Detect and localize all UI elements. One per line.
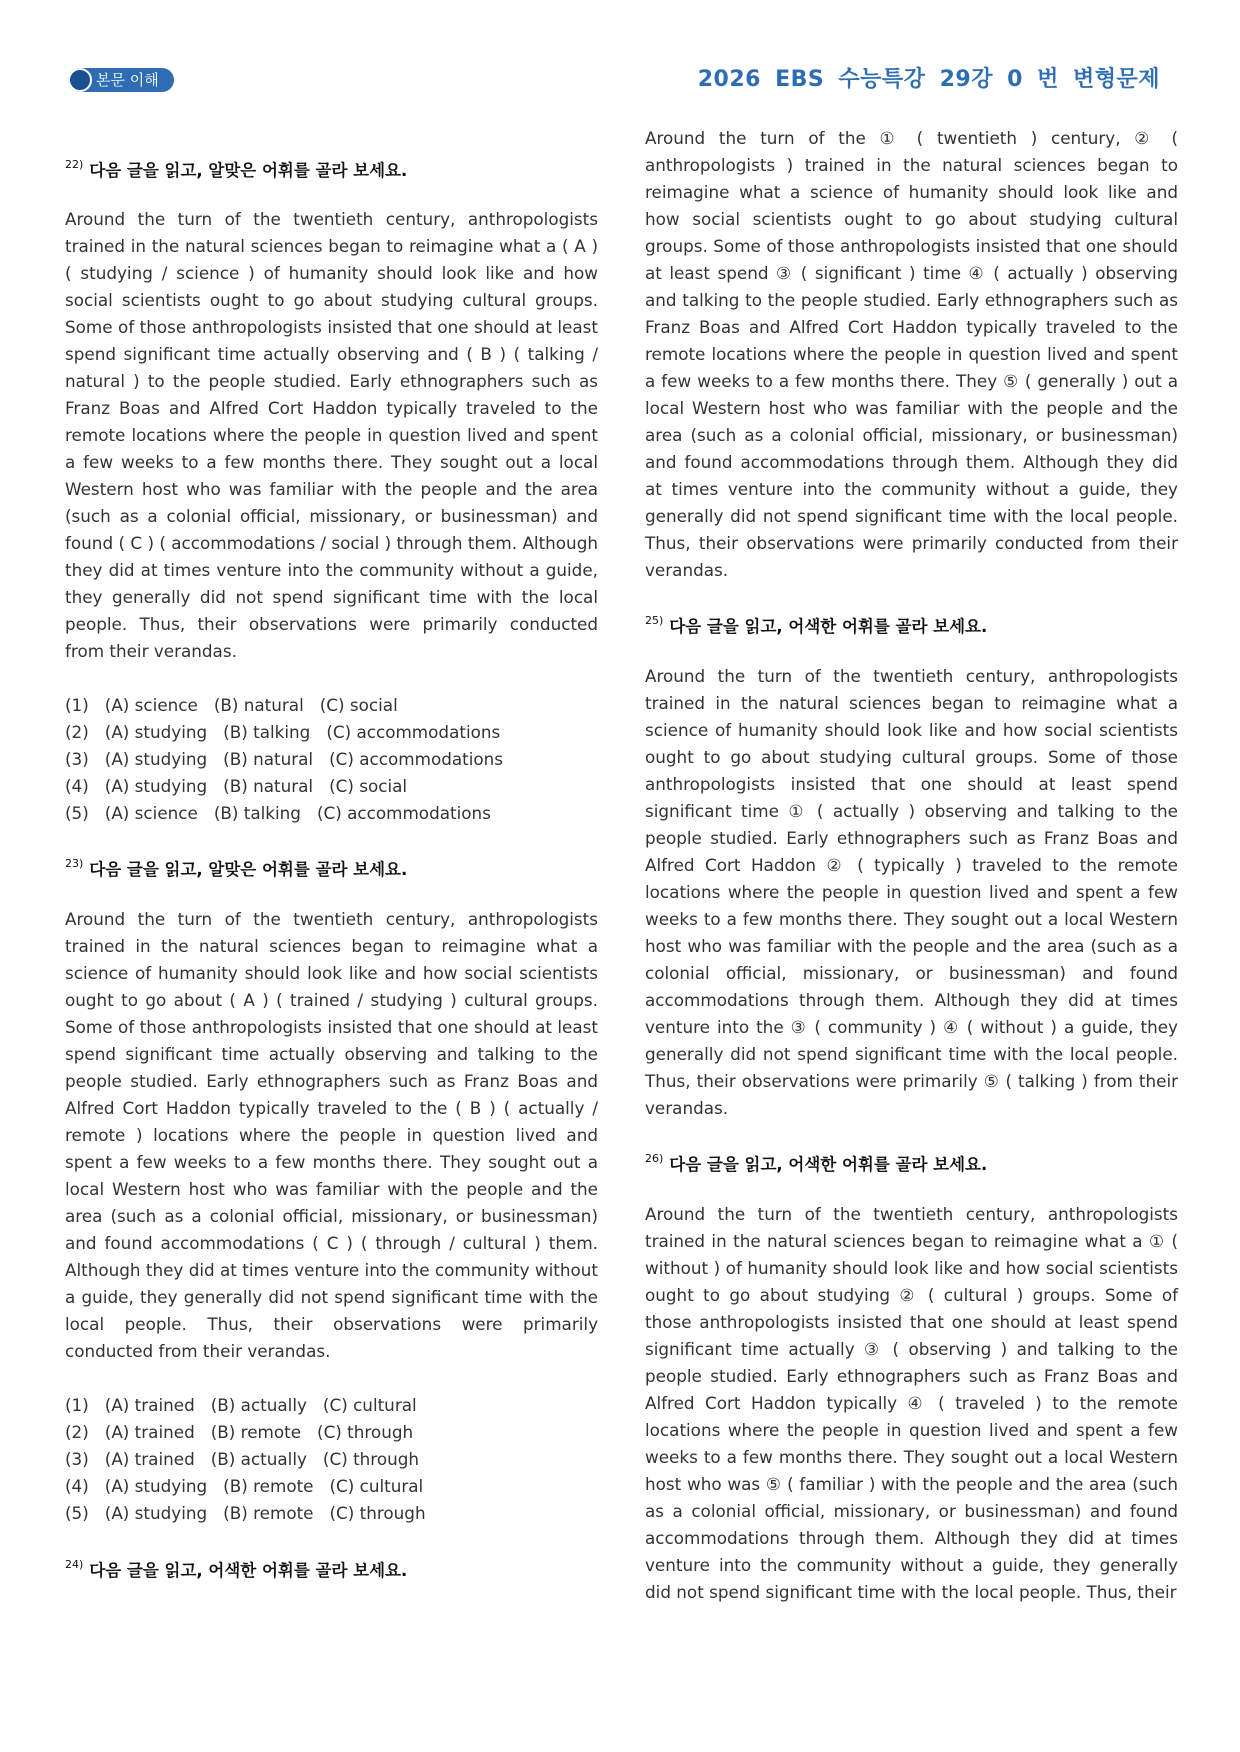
- answer-option[interactable]: (4) (A) studying (B) remote (C) cultural: [65, 1476, 424, 1496]
- question-number: 23): [65, 856, 84, 870]
- question-24-passage: Around the turn of the ① ( twentieth ) century, ② ( anthropologists ) trained in the natural sciences began to reimagine what a science of humanity should look like and how social scientists ought to go about studying cultural groups. Some of those anthropologists insisted that one should at least spend ③ ( significant ) time ④ ( actually ) observing and talking to the people studied. Early ethnographers such as Franz Boas and Alfred Cort Haddon typically traveled to the remote locations where the people in question lived and spent a few weeks to a few months there. They ⑤ ( generally ) out a local Western host who was familiar with the people and the area (such as a colonial official, missionary, or businessman) and found accommodations through them. Although they did at times venture into the community without a guide, they generally did not spend significant time with the local people. Thus, their observations were primarily conducted from their verandas.: [645, 128, 1178, 580]
- question-23-options: [65, 1392, 426, 1527]
- question-26-heading: [645, 1151, 987, 1175]
- answer-option[interactable]: (1) (A) science (B) natural (C) social: [65, 695, 398, 715]
- answer-option[interactable]: (1) (A) trained (B) actually (C) cultural: [65, 1395, 417, 1415]
- answer-option[interactable]: (5) (A) studying (B) remote (C) through: [65, 1503, 426, 1523]
- question-25-passage: Around the turn of the twentieth century, anthropologists trained in the natural sciences began to reimagine what a science of humanity should look like and how social scientists ought to go about studying cultural groups. Some of those anthropologists insisted that one should at least spend significant time ① ( actually ) observing and talking to the people studied. Early ethnographers such as Franz Boas and Alfred Cort Haddon ② ( typically ) traveled to the remote locations where the people in question lived and spent a few weeks to a few months there. They sought out a local Western host who was familiar with the people and the area (such as a colonial official, missionary, or businessman) and found accommodations through them. Although they did at times venture into the ③ ( community ) ④ ( without ) a guide, they generally did not spend significant time with the local people. Thus, their observations were primarily ⑤ ( talking ) from their verandas.: [645, 666, 1178, 1118]
- question-22-options: [65, 692, 503, 827]
- answer-option[interactable]: (5) (A) science (B) talking (C) accommodations: [65, 803, 491, 823]
- question-instruction: 다음 글을 읽고, 어색한 어휘를 골라 보세요.: [89, 1561, 408, 1580]
- question-instruction: 다음 글을 읽고, 어색한 어휘를 골라 보세요.: [669, 1155, 988, 1174]
- question-number: 25): [645, 613, 664, 627]
- question-number: 26): [645, 1151, 664, 1165]
- question-23-passage: Around the turn of the twentieth century, anthropologists trained in the natural sciences began to reimagine what a science of humanity should look like and how social scientists ought to go about ( A ) ( trained / studying ) cultural groups. Some of those anthropologists insisted that one should at least spend significant time actually observing and talking to the people studied. Early ethnographers such as Franz Boas and Alfred Cort Haddon typically traveled to the ( B ) ( actually / remote ) locations where the people in question lived and spent a few weeks to a few months there. They sought out a local Western host who was familiar with the people and the area (such as a colonial official, missionary, or businessman) and found accommodations ( C ) ( through / cultural ) them. Although they did at times venture into the community without a guide, they generally did not spend significant time with the local people. Thus, their observations were primarily conducted from their verandas.: [65, 909, 598, 1361]
- question-22-passage: Around the turn of the twentieth century, anthropologists trained in the natural sciences began to reimagine what a ( A ) ( studying / science ) of humanity should look like and how social scientists ought to go about studying cultural groups. Some of those anthropologists insisted that one should at least spend significant time actually observing and ( B ) ( talking / natural ) to the people studied. Early ethnographers such as Franz Boas and Alfred Cort Haddon typically traveled to the remote locations where the people in question lived and spent a few weeks to a few months there. They sought out a local Western host who was familiar with the people and the area (such as a colonial official, missionary, or businessman) and found ( C ) ( accommodations / social ) through them. Although they did at times venture into the community without a guide, they generally did not spend significant time with the local people. Thus, their observations were primarily conducted from their verandas.: [65, 209, 598, 661]
- answer-option[interactable]: (4) (A) studying (B) natural (C) social: [65, 776, 408, 796]
- question-instruction: 다음 글을 읽고, 알맞은 어휘를 골라 보세요.: [89, 860, 408, 879]
- question-number: 22): [65, 157, 84, 171]
- answer-option[interactable]: (2) (A) trained (B) remote (C) through: [65, 1422, 414, 1442]
- section-badge: [68, 68, 174, 92]
- question-number: 24): [65, 1557, 84, 1571]
- question-25-heading: [645, 613, 987, 637]
- answer-option[interactable]: (3) (A) trained (B) actually (C) through: [65, 1449, 420, 1469]
- question-22-heading: [65, 157, 407, 181]
- badge-label: 본문 이해: [96, 71, 159, 89]
- question-23-heading: [65, 856, 407, 880]
- question-26-passage: Around the turn of the twentieth century, anthropologists trained in the natural sciences began to reimagine what a ① ( without ) of humanity should look like and how social scientists ought to go about studying ② ( cultural ) groups. Some of those anthropologists insisted that one should at least spend significant time actually ③ ( observing ) and talking to the people studied. Early ethnographers such as Franz Boas and Alfred Cort Haddon typically ④ ( traveled ) to the remote locations where the people in question lived and spent a few weeks to a few months there. They sought out a local Western host who was ⑤ ( familiar ) with the people and the area (such as a colonial official, missionary, or businessman) and found accommodations through them. Although they did at times venture into the community without a guide, they generally did not spend significant time with the local people. Thus, their: [645, 1204, 1178, 1602]
- answer-option[interactable]: (3) (A) studying (B) natural (C) accommodations: [65, 749, 504, 769]
- answer-option[interactable]: (2) (A) studying (B) talking (C) accommodations: [65, 722, 501, 742]
- half-circle-icon: [68, 68, 92, 92]
- page-title: 2026 EBS 수능특강 29강 0 번 변형문제: [697, 67, 1160, 92]
- question-instruction: 다음 글을 읽고, 어색한 어휘를 골라 보세요.: [669, 617, 988, 636]
- question-instruction: 다음 글을 읽고, 알맞은 어휘를 골라 보세요.: [89, 161, 408, 180]
- question-24-heading: [65, 1557, 407, 1581]
